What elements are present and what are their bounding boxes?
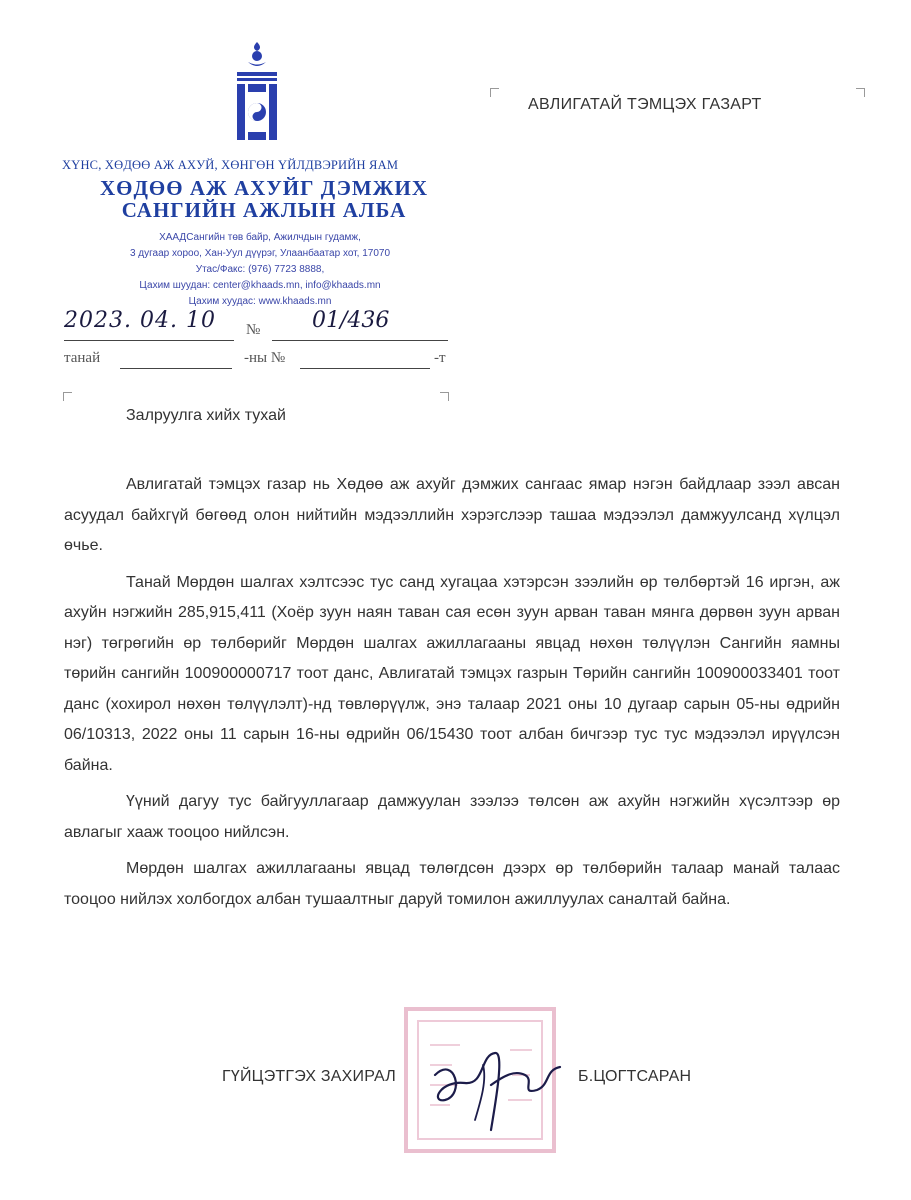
letter-body xyxy=(64,470,840,921)
handwritten-date: 2023. 04. 10 xyxy=(64,308,216,333)
website-line: Цахим хуудас: www.khaads.mn xyxy=(188,296,332,307)
ref-mid: -ны № xyxy=(244,350,286,366)
email-line: Цахим шуудан: center@khaads.mn, info@khaads.mn xyxy=(139,280,381,291)
soyombo-emblem-icon xyxy=(231,40,283,148)
handwritten-number: 01/436 xyxy=(312,308,390,333)
address-line: ХААДСангийн төв байр, Ажилчдын гудамж, xyxy=(159,232,361,243)
ministry-name: ХҮНС, ХӨДӨӨ АЖ АХУЙ, ХӨНГӨН ҮЙЛДВЭРИЙН ЯАМ xyxy=(62,158,399,172)
paragraph: Үүний дагуу тус байгууллагаар дамжуулан зээлээ төлсөн аж ахуйн нэгжийн хүсэлтээр өр авлагыг хааж тооцоо нийлсэн. xyxy=(64,793,840,841)
paragraph: Авлигатай тэмцэх газар нь Хөдөө аж ахуйг дэмжих сангаас ямар нэгэн байдлаар зээл авсан асуудал байхгүй бөгөөд олон нийтийн мэдээллийн хэрэгслээр ташаа мэдээлэл дамжуулсанд хүлцэл өчье. xyxy=(64,476,840,554)
org-name-line1: ХӨДӨӨ АЖ АХУЙГ ДЭМЖИХ xyxy=(99,176,429,200)
paragraph: Танай Мөрдөн шалгах хэлтсээс тус санд хугацаа хэтэрсэн зээлийн өр төлбөртэй 16 иргэн, аж ахуйн нэгжийн 285,915,411 (Хоёр зуун наян таван сая есөн зуун арван таван мянга дөрвөн зуун арван нэг) төгрөгийн өр төлбөрийг Мөрдөн шалгах ажиллагааны явцад нөхөн төлүүлэн Сангийн яамны төрийн сангийн 100900000717 тоот данс, Авлигатай тэмцэх газрын Төрийн сангийн 100900033401 тоот данс (хохирол нөхөн төлүүлэлт)-нд төвлөрүүлж, энэ талаар 2021 оны 10 дугаар сарын 05-ны өдрийн 06/10313, 2022 оны 11 сарын 16-ны өдрийн 06/15430 тоот албан бичгээр тус тус мэдээлэл ирүүлсэн байна. xyxy=(64,573,840,774)
address-line: 3 дугаар хороо, Хан-Уул дүүрэг, Улаанбаатар хот, 17070 xyxy=(129,248,391,259)
addressee: АВЛИГАТАЙ ТЭМЦЭХ ГАЗАРТ xyxy=(528,96,762,113)
ref-prefix: танай xyxy=(64,350,101,366)
signatory-name: Б.ЦОГТСАРАН xyxy=(578,1068,692,1085)
signatory-title: ГҮЙЦЭТГЭХ ЗАХИРАЛ xyxy=(222,1068,396,1085)
paragraph: Мөрдөн шалгах ажиллагааны явцад төлөгдсөн дээрх өр төлбөрийн талаар манай талаас тооцоо нийлэх холбогдох албан тушаалтныг даруй томилон ажиллуулах саналтай байна. xyxy=(64,860,840,908)
ref-suffix: -т xyxy=(434,350,446,366)
letter-subject: Залруулга хийх тухай xyxy=(126,407,286,424)
number-underline xyxy=(272,340,448,341)
org-name-line2: САНГИЙН АЖЛЫН АЛБА xyxy=(121,198,407,222)
phone-fax: Утас/Факс: (976) 7723 8888, xyxy=(195,264,325,275)
corner-mark xyxy=(490,88,499,97)
corner-mark xyxy=(63,392,72,401)
ref-number-line xyxy=(300,368,430,369)
corner-mark xyxy=(440,392,449,401)
ref-date-line xyxy=(120,368,232,369)
number-label: № xyxy=(246,322,261,338)
handwritten-signature-icon xyxy=(425,1045,565,1135)
corner-mark xyxy=(856,88,865,97)
date-underline xyxy=(64,340,234,341)
